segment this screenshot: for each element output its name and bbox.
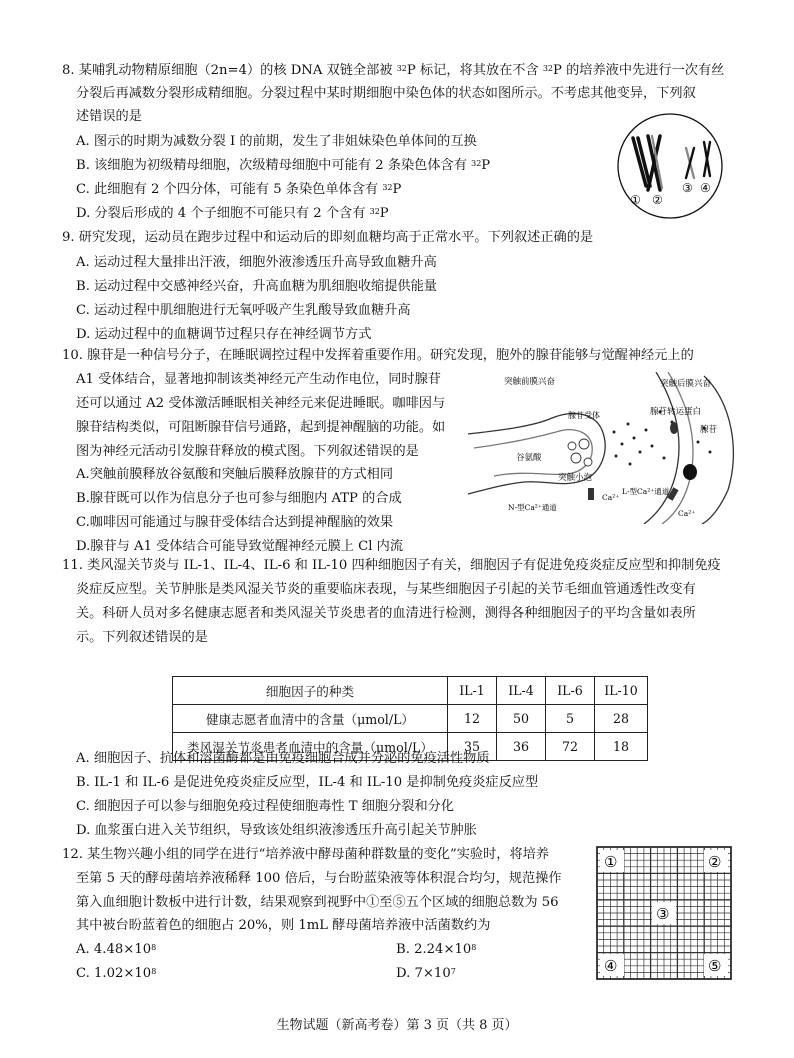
q10-stem-line4: 腺苷结构类似，可阻断腺苷信号通路，起到提神醒脑的功能。如 — [76, 420, 446, 435]
post-excite-label: 突触后膜兴奋 — [660, 379, 712, 389]
receptor-label: 腺苷受体 — [568, 411, 600, 420]
q9-option-a: A. 运动过程大量排出汗液，细胞外液渗透压升高导致血糖升高 — [76, 255, 437, 270]
glutamate-label: 谷氨酸 — [516, 453, 542, 463]
q10-option-c: C.咖啡因可能通过与腺苷受体结合达到提神醒脑的效果 — [76, 515, 394, 530]
q11-stem-line1: 11. 类风湿关节炎与 IL-1、IL-4、IL-6 和 IL-10 四种细胞因子有关，细胞因子有促进免疫炎症反应型和抑制免疫 — [62, 558, 721, 573]
pre-excite-label: 突触前膜兴奋 — [504, 377, 556, 387]
q12-stem-line3: 第入血细胞计数板中进行计数，结果观察到视野中①至⑤五个区域的细胞总数为 56 — [76, 895, 559, 910]
vesicle-label: 突触小泡 — [558, 473, 593, 483]
transporter-protein — [670, 422, 678, 434]
q11-stem-line2: 炎症反应型。关节肿胀是类风湿关节炎的重要临床表现，与某些细胞因子引起的关节毛细血管通透性改变有 — [76, 582, 696, 597]
q8-option-d: D. 分裂后形成的 4 个子细胞不可能只有 2 个含有 $^{32}$P — [76, 206, 389, 221]
q10-stem-line1: 10. 腺苷是一种信号分子，在睡眠调控过程中发挥着重要作用。研究发现，胞外的腺苷能够与觉醒神经元上的 — [62, 348, 694, 363]
q10-option-d: D.腺苷与 A1 受体结合可能导致觉醒神经元膜上 Cl 内流 — [76, 539, 404, 554]
q8-stem-line2: 分裂后再减数分裂形成精细胞。分裂过程中某时期细胞中染色体的状态如图所示。不考虑其他变异，下列叙 — [76, 86, 696, 101]
table-cell: 12 — [448, 705, 497, 733]
table-header-row — [173, 677, 648, 705]
q11-option-d: D. 血浆蛋白进入关节组织，导致该处组织液渗透压升高引起关节肿胀 — [76, 823, 477, 838]
table-cell: 健康志愿者血清中的含量（μmol/L） — [173, 705, 448, 733]
table-row — [173, 705, 648, 733]
label-1: ① — [630, 193, 641, 207]
table-cell: 35 — [448, 733, 497, 761]
q8-stem-line1: 8. 某哺乳动物精原细胞（2n=4）的核 DNA 双链全部被 $^{32}$P 标记，将其放在不含 $^{32}$P 的培养液中先进行一次有丝 — [62, 63, 725, 78]
q9-stem: 9. 研究发现，运动员在跑步过程中和运动后的即刻血糖均高于正常水平。下列叙述正确的是 — [62, 230, 594, 245]
region-3-label: ③ — [656, 905, 670, 923]
chromosome-3 — [686, 148, 694, 178]
transporter-label: 腺苷转运蛋白 — [650, 407, 702, 417]
q8-option-c: C. 此细胞有 2 个四分体，可能有 5 条染色单体含有 $^{32}$P — [76, 182, 402, 197]
q8-option-b: B. 该细胞为初级精母细胞，次级精母细胞中可能有 2 条染色体含有 $^{32}$P — [76, 158, 491, 173]
label-2: ② — [652, 193, 663, 207]
table-cell: 28 — [595, 705, 648, 733]
q12-option-b: B. $2.24\times 10^8$ — [396, 942, 477, 957]
q9-option-c: C. 运动过程中肌细胞进行无氧呼吸产生乳酸导致血糖升高 — [76, 303, 411, 318]
q12-stem-line1: 12. 某生物兴趣小组的同学在进行“培养液中酵母菌种群数量的变化”实验时，将培养 — [62, 847, 550, 862]
table-cell: 类风湿关节炎患者血清中的含量（μmol/L） — [173, 733, 448, 761]
region-4-label: ④ — [604, 957, 618, 975]
q9-option-d: D. 运动过程中的血糖调节过程只存在神经调节方式 — [76, 327, 372, 342]
label-3: ③ — [682, 181, 693, 195]
table-cell: 18 — [595, 733, 648, 761]
adenosine-label: 腺苷 — [700, 425, 718, 435]
region-5-label: ⑤ — [708, 957, 722, 975]
chromosome-1 — [633, 138, 650, 186]
table-cell: IL-1 — [448, 677, 497, 705]
q11-option-a: A. 细胞因子、抗体和溶菌酶都是由免疫细胞合成并分泌的免疫活性物质 — [76, 751, 490, 766]
table-cell: IL-4 — [497, 677, 546, 705]
postsynaptic-cell-edge — [702, 376, 733, 524]
q10-option-a: A.突触前膜释放谷氨酸和突触后膜释放腺苷的方式相同 — [76, 467, 394, 482]
q10-stem-line3: 还可以通过 A2 受体激活睡眠相关神经元来促进睡眠。咖啡因与 — [76, 396, 446, 411]
chromosome-2 — [648, 136, 662, 190]
table-cell: 细胞因子的种类 — [173, 677, 448, 705]
receptor-black — [683, 464, 697, 480]
table-cell: 50 — [497, 705, 546, 733]
q11-option-b: B. IL-1 和 IL-6 是促进免疫炎症反应型，IL-4 和 IL-10 是抑制免疫炎症反应型 — [76, 775, 539, 790]
page-footer: 生物试题（新高考卷）第 3 页（共 8 页） — [276, 1018, 518, 1033]
q10-stem-line2: A1 受体结合，显著地抑制该类神经元产生动作电位，同时腺苷 — [76, 372, 441, 387]
table-cell: IL-6 — [546, 677, 595, 705]
label-4: ④ — [700, 181, 711, 195]
q11-option-c: C. 细胞因子可以参与细胞免疫过程使细胞毒性 T 细胞分裂和分化 — [76, 799, 455, 814]
q12-option-d: D. $7\times 10^7$ — [396, 966, 456, 981]
synaptic-vesicles — [568, 439, 592, 466]
q12-stem-line4: 其中被台盼蓝着色的细胞占 20%，则 1mL 酵母菌培养液中活菌数约为 — [76, 918, 491, 933]
q9-option-b: B. 运动过程中交感神经兴奋，升高血糖为肌细胞收缩提供能量 — [76, 279, 437, 294]
ca-label-1: Ca²⁺ — [602, 493, 620, 502]
q10-stem-line5: 图为神经元活动引发腺苷释放的模式图。下列叙述错误的是 — [76, 444, 419, 459]
table-cell: 72 — [546, 733, 595, 761]
region-1-label: ① — [604, 853, 618, 871]
q12-option-a: A. $4.48\times 10^8$ — [76, 942, 157, 957]
postsynaptic-membrane — [644, 372, 679, 524]
q10-synapse-figure — [464, 372, 742, 524]
hemocytometer-grid — [596, 846, 732, 980]
table-cell: 36 — [497, 733, 546, 761]
q8-stem-line3: 述错误的是 — [76, 109, 142, 124]
adenosine-dots — [613, 411, 712, 466]
q11-stem-line3: 关。科研人员对多名健康志愿者和类风湿关节炎患者的血清进行检测，测得各种细胞因子的平均含量如表所 — [76, 606, 696, 621]
region-2-label: ② — [708, 853, 722, 871]
table-cell: 5 — [546, 705, 595, 733]
cytokine-table — [172, 676, 648, 761]
n-type-channel — [588, 488, 594, 500]
q8-option-a: A. 图示的时期为减数分裂 I 的前期，发生了非姐妹染色单体间的互换 — [76, 134, 477, 149]
postsynaptic-inner — [662, 372, 696, 524]
chromosome-4 — [704, 142, 710, 176]
l-channel-label: L-型Ca²⁺通道 — [622, 487, 670, 496]
q12-option-c: C. $1.02\times 10^8$ — [76, 966, 157, 981]
q12-stem-line2: 至第 5 天的酵母菌培养液稀释 100 倍后，与台盼蓝染液等体积混合均匀，规范操作 — [76, 871, 562, 886]
q8-cell-figure — [616, 112, 724, 220]
table-cell: IL-10 — [595, 677, 648, 705]
n-channel-label: N-型Ca²⁺通道 — [508, 503, 557, 512]
q11-stem-line4: 示。下列叙述错误的是 — [76, 630, 208, 645]
ca-label-2: Ca²⁺ — [678, 509, 696, 518]
q10-option-b: B.腺苷既可以作为信息分子也可参与细胞内 ATP 的合成 — [76, 491, 402, 506]
